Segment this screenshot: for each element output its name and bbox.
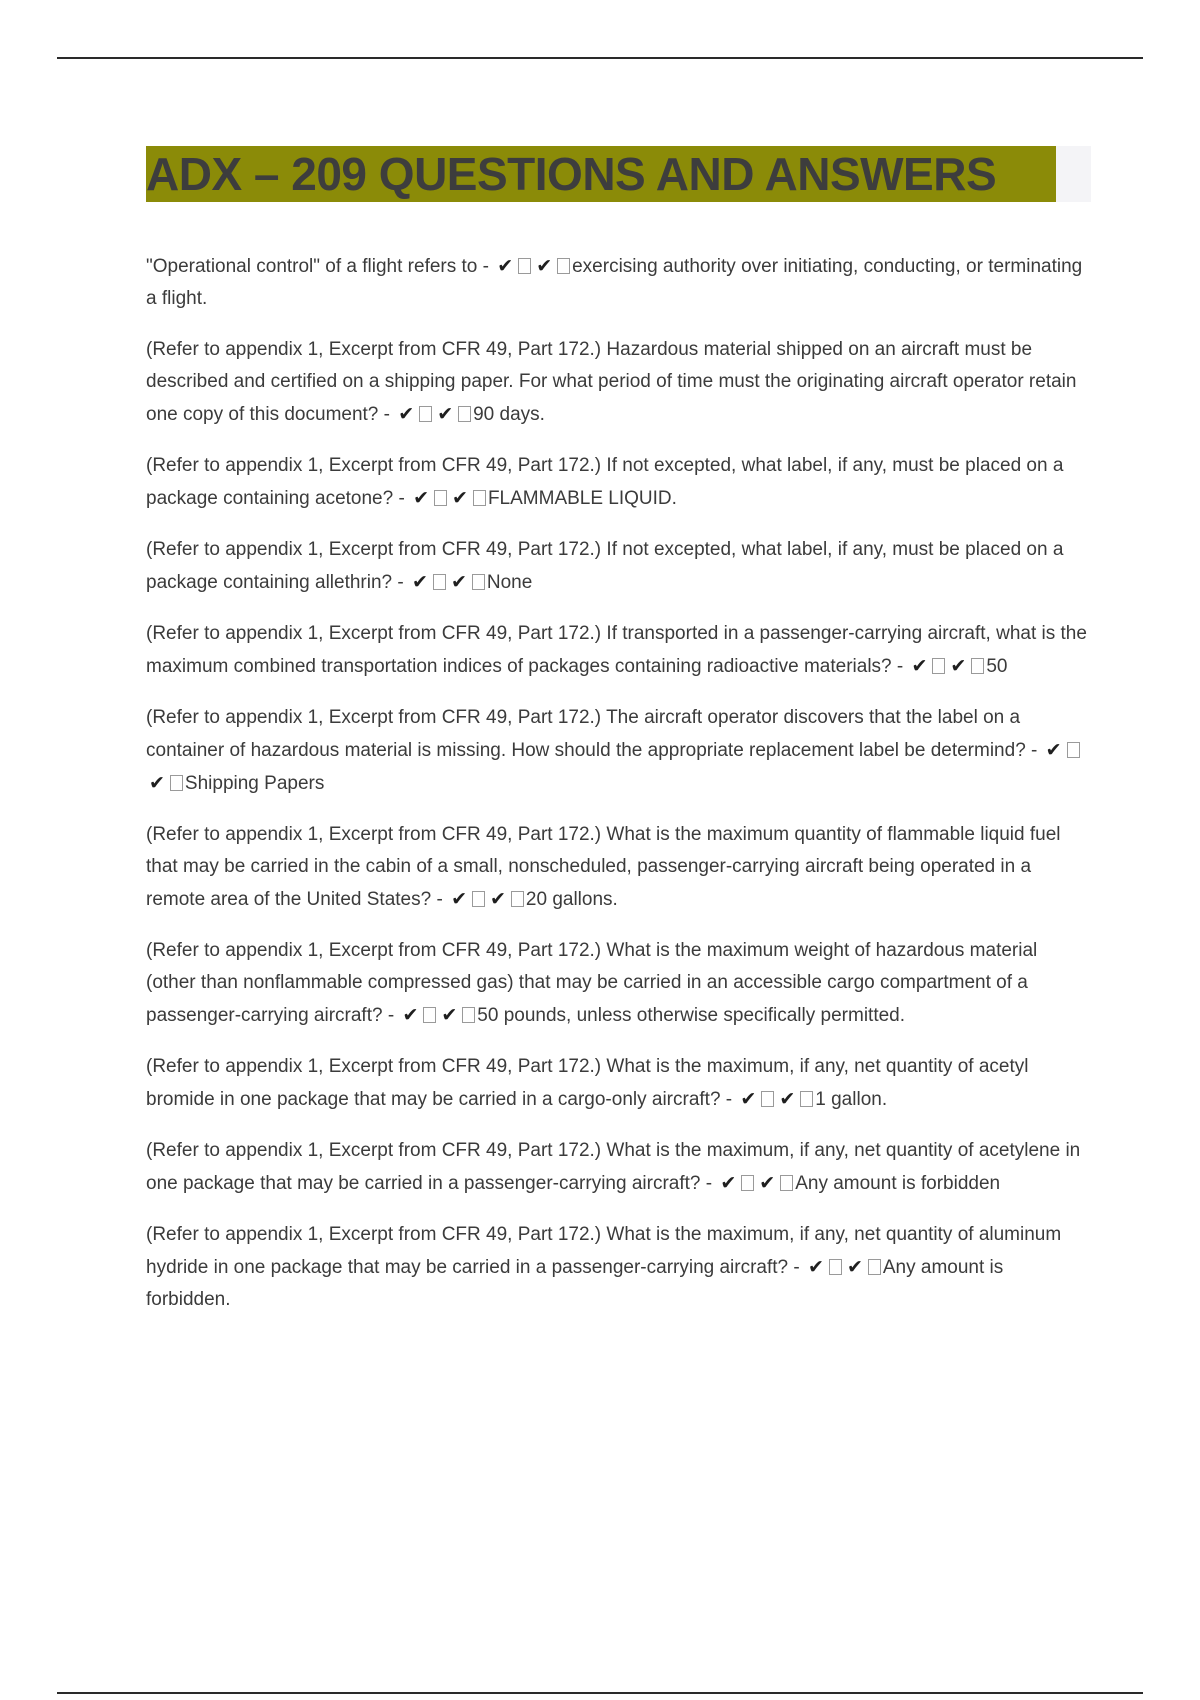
title-banner bbox=[146, 146, 1091, 202]
qa-item bbox=[146, 534, 1091, 599]
box-icon bbox=[800, 1091, 813, 1107]
box-icon bbox=[433, 574, 446, 590]
checkmark-icon: ✔ bbox=[720, 1172, 737, 1194]
qa-list bbox=[146, 250, 1091, 1335]
checkmark-icon: ✔ bbox=[412, 571, 428, 593]
box-icon bbox=[170, 775, 183, 791]
checkmark-icon: ✔ bbox=[489, 888, 506, 910]
qa-item bbox=[146, 1219, 1091, 1316]
checkmark-icon: ✔ bbox=[413, 487, 430, 509]
question-text: (Refer to appendix 1, Excerpt from CFR 49, Part 172.) If transported in a passenger-carrying aircraft, what is the maximum combined transportation indices of packages containing radioactive materials? - bbox=[146, 623, 1087, 677]
checkmark-icon: ✔ bbox=[437, 403, 454, 425]
answer-text: 50 bbox=[986, 656, 1008, 677]
answer-text: FLAMMABLE LIQUID. bbox=[487, 488, 677, 509]
box-icon bbox=[472, 574, 485, 590]
question-text: (Refer to appendix 1, Excerpt from CFR 49, Part 172.) The aircraft operator discovers that the label on a container of hazardous material is missing. How should the appropriate replacement label be determind? - bbox=[146, 707, 1038, 761]
checkmark-icon: ✔ bbox=[452, 487, 468, 509]
document-title: ADX – 209 QUESTIONS AND ANSWERS bbox=[146, 146, 1056, 202]
checkmark-icon: ✔ bbox=[536, 255, 553, 277]
box-icon bbox=[434, 490, 447, 506]
qa-item bbox=[146, 1051, 1091, 1116]
box-icon bbox=[932, 658, 945, 674]
question-text: (Refer to appendix 1, Excerpt from CFR 49, Part 172.) If not excepted, what label, if any, must be placed on a package containing allethrin? - bbox=[146, 539, 1064, 593]
checkmark-icon: ✔ bbox=[1045, 739, 1062, 761]
checkmark-icon: ✔ bbox=[149, 772, 165, 794]
qa-item bbox=[146, 935, 1091, 1032]
box-icon bbox=[458, 406, 471, 422]
box-icon bbox=[741, 1175, 754, 1191]
checkmark-icon: ✔ bbox=[808, 1256, 824, 1278]
checkmark-icon: ✔ bbox=[911, 655, 928, 677]
box-icon bbox=[518, 258, 531, 274]
answer-text: exercising authority over initiating, conducting, or terminating a flight. bbox=[146, 256, 1083, 309]
checkmark-icon: ✔ bbox=[846, 1256, 863, 1278]
question-text: (Refer to appendix 1, Excerpt from CFR 49, Part 172.) What is the maximum quantity of flammable liquid fuel that may be carried in the cabin of a small, nonscheduled, passenger-carrying aircraft being operated in a remote area of the United States? - bbox=[146, 824, 1061, 910]
box-icon bbox=[419, 406, 432, 422]
box-icon bbox=[1067, 742, 1080, 758]
answer-text: 90 days. bbox=[473, 404, 545, 425]
box-icon bbox=[511, 891, 524, 907]
box-icon bbox=[761, 1091, 774, 1107]
answer-text: Any amount is forbidden. bbox=[146, 1257, 1004, 1310]
checkmark-icon: ✔ bbox=[398, 403, 415, 425]
answer-text: 50 pounds, unless otherwise specifically permitted. bbox=[477, 1005, 906, 1026]
answer-text: Any amount is forbidden bbox=[795, 1173, 1001, 1194]
checkmark-icon: ✔ bbox=[759, 1172, 776, 1194]
box-icon bbox=[472, 891, 485, 907]
checkmark-icon: ✔ bbox=[451, 888, 467, 910]
checkmark-icon: ✔ bbox=[497, 255, 514, 277]
answer-text: 1 gallon. bbox=[815, 1089, 888, 1110]
box-icon bbox=[423, 1007, 436, 1023]
checkmark-icon: ✔ bbox=[441, 1004, 458, 1026]
checkmark-icon: ✔ bbox=[740, 1088, 757, 1110]
question-text: (Refer to appendix 1, Excerpt from CFR 49, Part 172.) What is the maximum, if any, net quantity of acetylene in one package that may be carried in a passenger-carrying aircraft? - bbox=[146, 1140, 1081, 1194]
qa-item bbox=[146, 618, 1091, 683]
qa-item bbox=[146, 450, 1091, 515]
qa-item bbox=[146, 250, 1091, 315]
qa-item bbox=[146, 1135, 1091, 1200]
question-text: (Refer to appendix 1, Excerpt from CFR 49, Part 172.) What is the maximum, if any, net quantity of aluminum hydride in one package that may be carried in a passenger-carrying aircraft? - bbox=[146, 1224, 1062, 1278]
box-icon bbox=[971, 658, 984, 674]
answer-text: None bbox=[486, 572, 533, 593]
question-text: (Refer to appendix 1, Excerpt from CFR 49, Part 172.) Hazardous material shipped on an aircraft must be described and certified on a shipping paper. For what period of time must the originating aircraft operator retain one copy of this document? - bbox=[146, 339, 1077, 425]
answer-text: 20 gallons. bbox=[525, 889, 618, 910]
box-icon bbox=[780, 1175, 793, 1191]
question-text: (Refer to appendix 1, Excerpt from CFR 49, Part 172.) What is the maximum, if any, net quantity of acetyl bromide in one package that may be carried in a cargo-only aircraft? - bbox=[146, 1056, 1029, 1110]
checkmark-icon: ✔ bbox=[779, 1088, 796, 1110]
box-icon bbox=[868, 1259, 881, 1275]
box-icon bbox=[557, 258, 570, 274]
top-divider bbox=[57, 57, 1143, 59]
box-icon bbox=[462, 1007, 475, 1023]
checkmark-icon: ✔ bbox=[950, 655, 967, 677]
answer-text: Shipping Papers bbox=[184, 773, 325, 794]
bottom-divider bbox=[57, 1692, 1143, 1694]
checkmark-icon: ✔ bbox=[402, 1004, 419, 1026]
question-text: (Refer to appendix 1, Excerpt from CFR 49, Part 172.) What is the maximum weight of hazardous material (other than nonflammable compressed gas) that may be carried in an accessible cargo compartment of a passenger-carrying aircraft? - bbox=[146, 940, 1038, 1026]
question-text: "Operational control" of a flight refers to - bbox=[146, 256, 489, 277]
box-icon bbox=[473, 490, 486, 506]
question-text: (Refer to appendix 1, Excerpt from CFR 49, Part 172.) If not excepted, what label, if any, must be placed on a package containing acetone? - bbox=[146, 455, 1064, 509]
qa-item bbox=[146, 819, 1091, 916]
box-icon bbox=[829, 1259, 842, 1275]
qa-item bbox=[146, 334, 1091, 431]
qa-item bbox=[146, 702, 1091, 800]
checkmark-icon: ✔ bbox=[450, 571, 467, 593]
